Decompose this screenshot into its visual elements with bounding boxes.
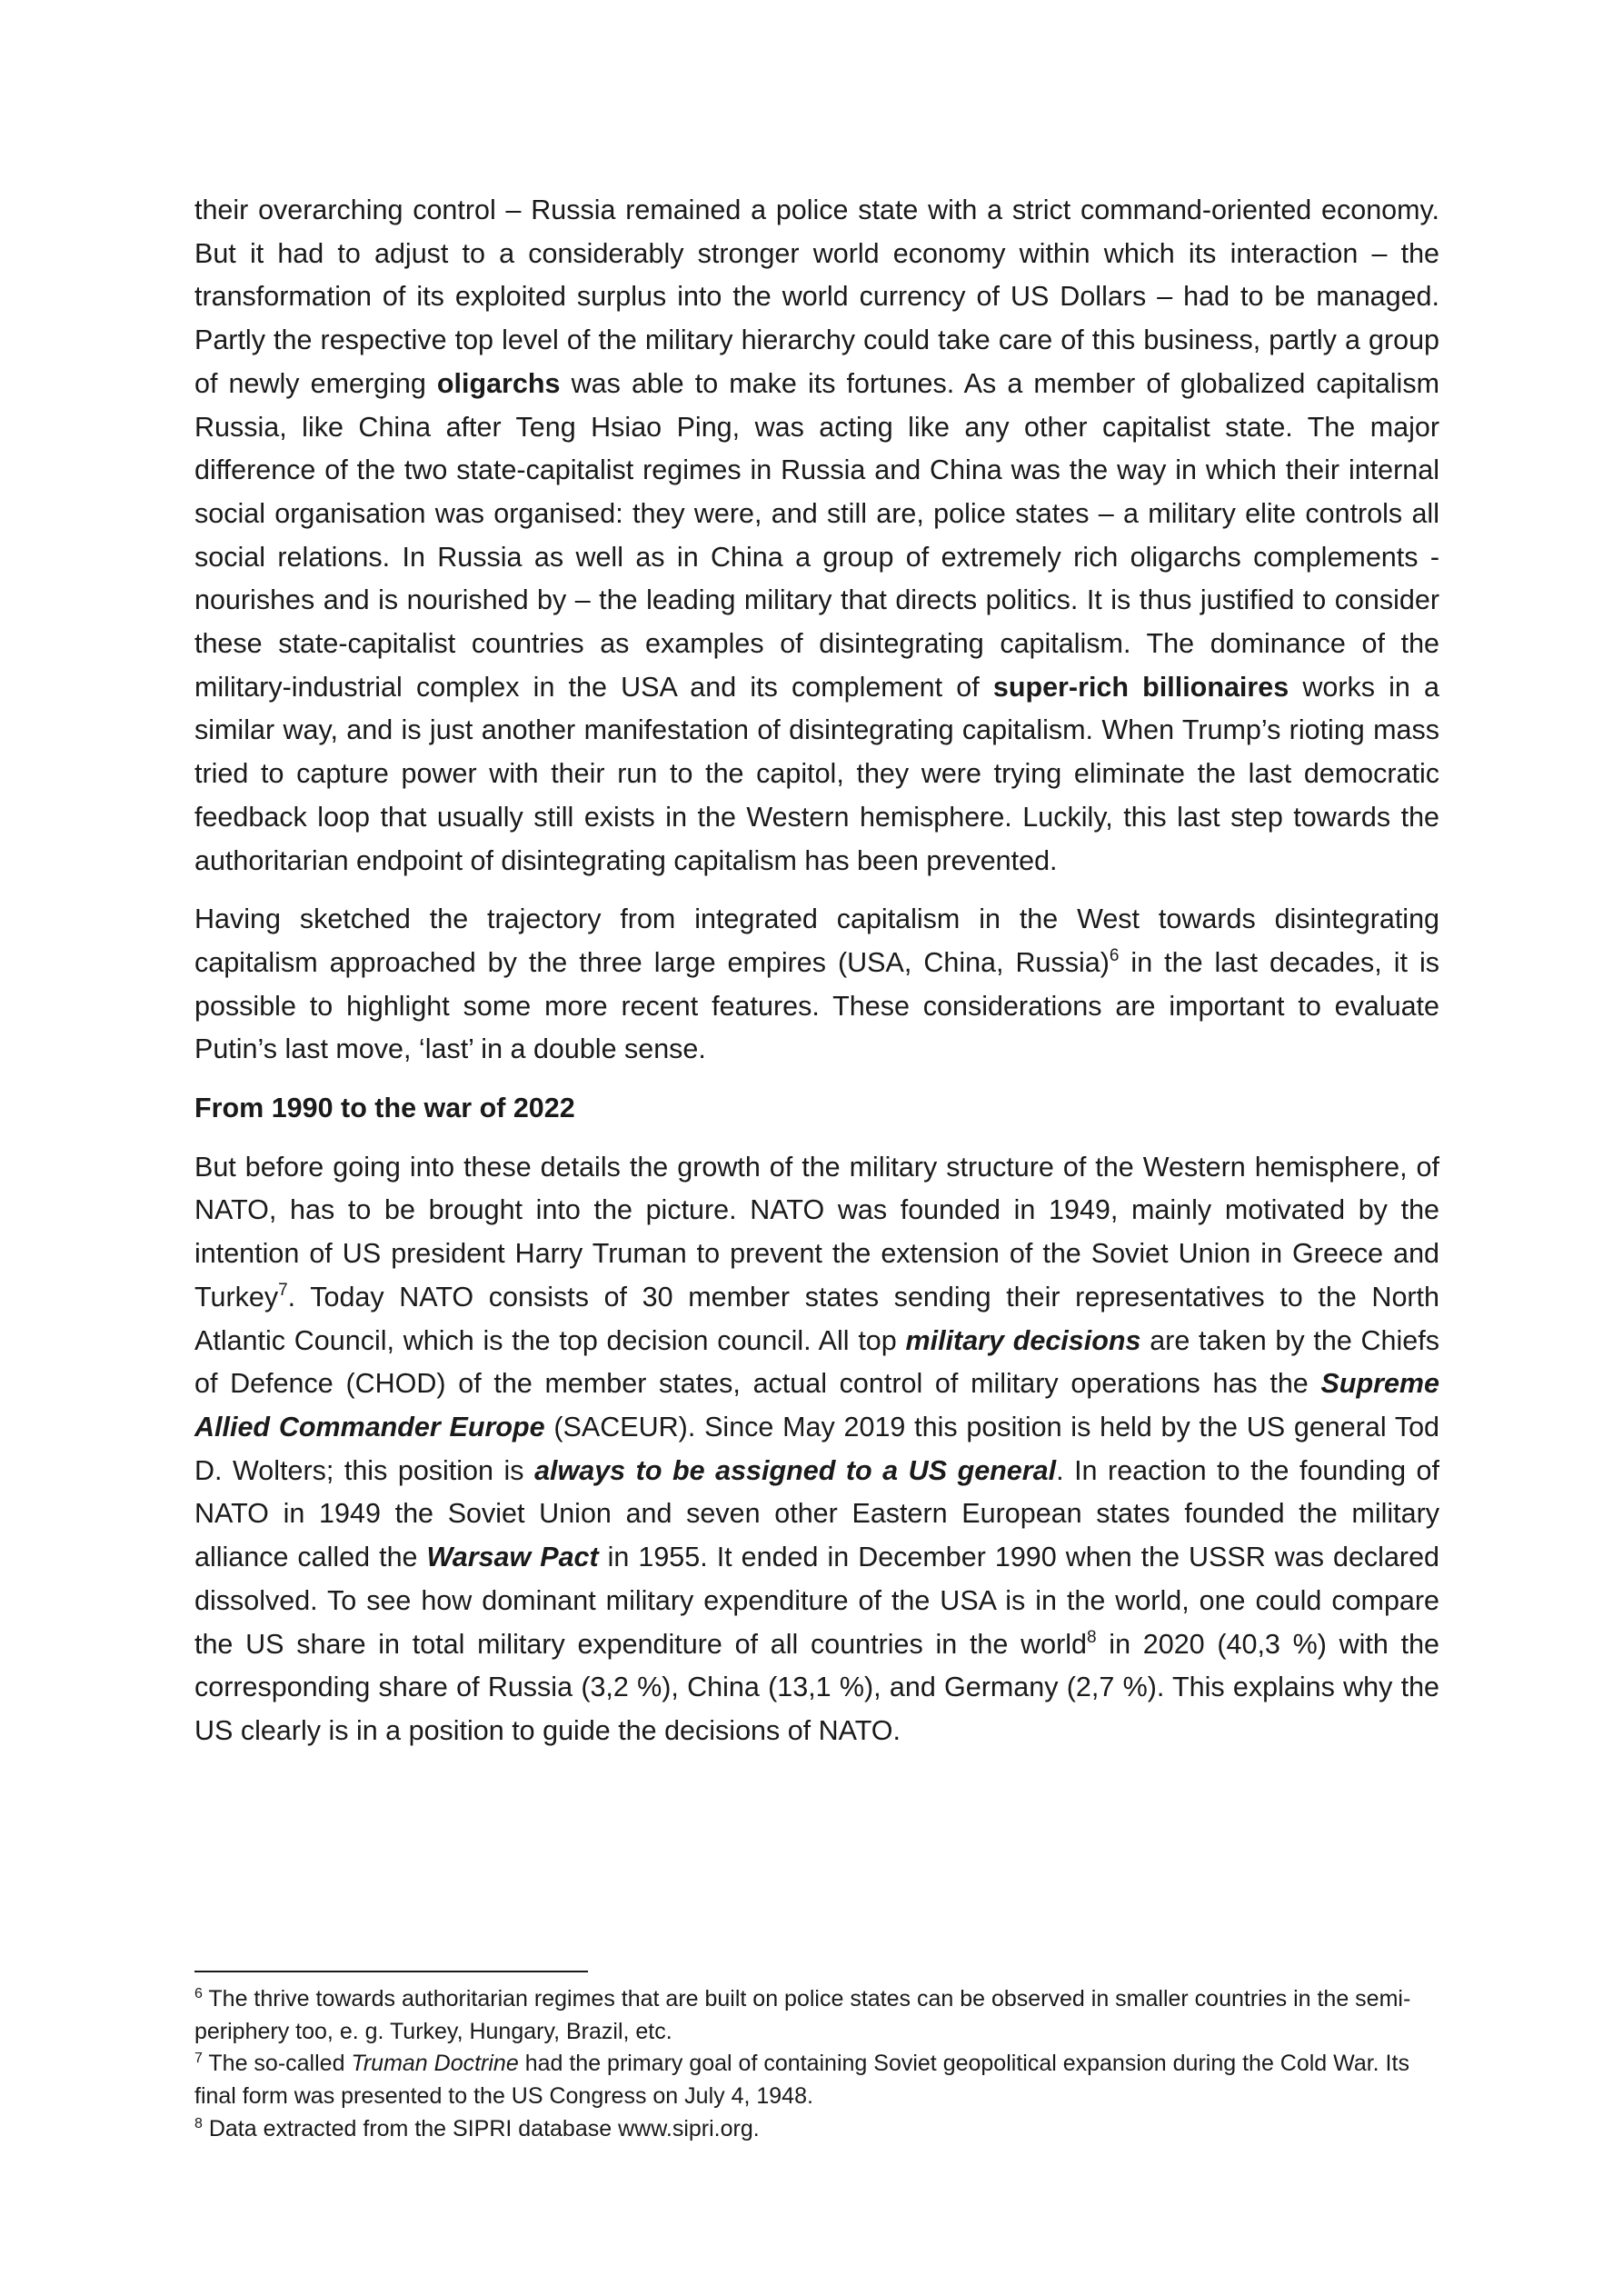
text-run: works in a similar way, and is just another manifestation of disintegrating capitalism. When Trump’s rioting mass tried to capture power with their run to the capitol, they were trying eliminate the last democratic feedback loop that usually still exists in the Western hemisphere. Luckily, this last step towards the authoritarian endpoint of disintegrating capitalism has been prevented.	[194, 671, 1439, 876]
footnote-divider	[194, 1971, 588, 1972]
bold-term-billionaires: super-rich billionaires	[992, 671, 1289, 703]
text-run: in 2020 (40,3 %) with the corresponding share of Russia (3,2 %), China (13,1 %), and Germany (2,7 %). This explains why the US clearly is in a position to guide the decisions of NATO.	[194, 1628, 1439, 1746]
text-run: in 1955. It ended in December 1990 when the USSR was declared dissolved. To see how dominant military expenditure of the USA is in the world, one could compare the US share in total military expenditure of all countries in the world	[194, 1542, 1439, 1660]
paragraph-trajectory	[194, 898, 1439, 1072]
emphasis-saceur: Supreme Allied Commander Europe	[194, 1368, 1439, 1442]
text-run: are taken by the Chiefs of Defence (CHOD) of the member states, actual control of military operations has the	[194, 1324, 1439, 1400]
text-run: Having sketched the trajectory from integrated capitalism in the West towards disintegrating capitalism approached by the three large empires (USA, China, Russia)	[194, 903, 1439, 978]
text-run: was able to make its fortunes. As a member of globalized capitalism Russia, like China after Teng Hsiao Ping, was acting like any other capitalist state. The major difference of the two state-capitalist regimes in Russia and China was the way in which their internal social organisation was organised: they were, and still are, police states – a military elite controls all social relations. In Russia as well as in China a group of extremely rich oligarchs complements - nourishes and is nourished by – the leading military that directs politics. It is thus justified to consider these state-capitalist countries as examples of disintegrating capitalism. The dominance of the military-industrial complex in the USA and its complement of	[194, 367, 1439, 703]
text-run: . In reaction to the founding of NATO in 1949 the Soviet Union and seven other Eastern European states founded the military alliance called the	[194, 1454, 1439, 1573]
footnote-7	[194, 2048, 1439, 2112]
footnote-number: 8	[194, 2115, 203, 2131]
footnote-text: Data extracted from the SIPRI database www.sipri.org.	[202, 2115, 760, 2141]
section-heading: From 1990 to the war of 2022	[194, 1093, 575, 1124]
footnote-ref-6[interactable]: 6	[1109, 945, 1120, 965]
emphasis-warsaw-pact: Warsaw Pact	[426, 1542, 599, 1573]
paragraph-nato	[194, 1146, 1439, 1753]
footnotes-section	[194, 1971, 1439, 2146]
text-run: their overarching control – Russia remained a police state with a strict command-oriented economy. But it had to adjust to a considerably stronger world economy within which its interaction – the transformation of its exploited surplus into the world currency of US Dollars – had to be managed. Partly the respective top level of the military hierarchy could take care of this business, partly a group of newly emerging	[194, 195, 1439, 399]
footnote-text: The thrive towards authoritarian regimes that are built on police states can be observed in smaller countries in the semi-periphery too, e. g. Turkey, Hungary, Brazil, etc.	[194, 1986, 1411, 2044]
text-run: in the last decades, it is possible to highlight some more recent features. These considerations are important to evaluate Putin’s last move, ‘last’ in a double sense.	[194, 946, 1439, 1065]
text-run: (SACEUR). Since May 2019 this position is held by the US general Tod D. Wolters; this position is	[194, 1411, 1440, 1486]
footnote-text: The so-called	[202, 2051, 352, 2077]
footnote-number: 7	[194, 2051, 203, 2067]
paragraph-oligarchs	[194, 189, 1439, 883]
text-run: But before going into these details the growth of the military structure of the Western hemisphere, of NATO, has to be brought into the picture. NATO was founded in 1949, mainly motivated by the intention of US president Harry Truman to prevent the extension of the Soviet Union in Greece and Turkey	[194, 1151, 1439, 1313]
footnote-8	[194, 2113, 1439, 2146]
italic-term-truman-doctrine: Truman Doctrine	[351, 2051, 519, 2077]
bold-term-oligarchs: oligarchs	[436, 367, 561, 399]
footnote-ref-8[interactable]: 8	[1086, 1627, 1097, 1647]
emphasis-military-decisions: military decisions	[905, 1324, 1141, 1356]
footnote-number: 6	[194, 1986, 203, 2002]
emphasis-us-general: always to be assigned to a US general	[534, 1454, 1057, 1486]
footnote-text: had the primary goal of containing Soviet geopolitical expansion during the Cold War. Its final form was presented to the US Congress on July 4, 1948.	[194, 2051, 1409, 2110]
footnote-ref-7[interactable]: 7	[278, 1280, 288, 1300]
document-page	[194, 189, 1439, 1769]
text-run: . Today NATO consists of 30 member states sending their representatives to the North Atlantic Council, which is the top decision council. All top	[194, 1281, 1439, 1356]
footnote-6	[194, 1983, 1439, 2048]
